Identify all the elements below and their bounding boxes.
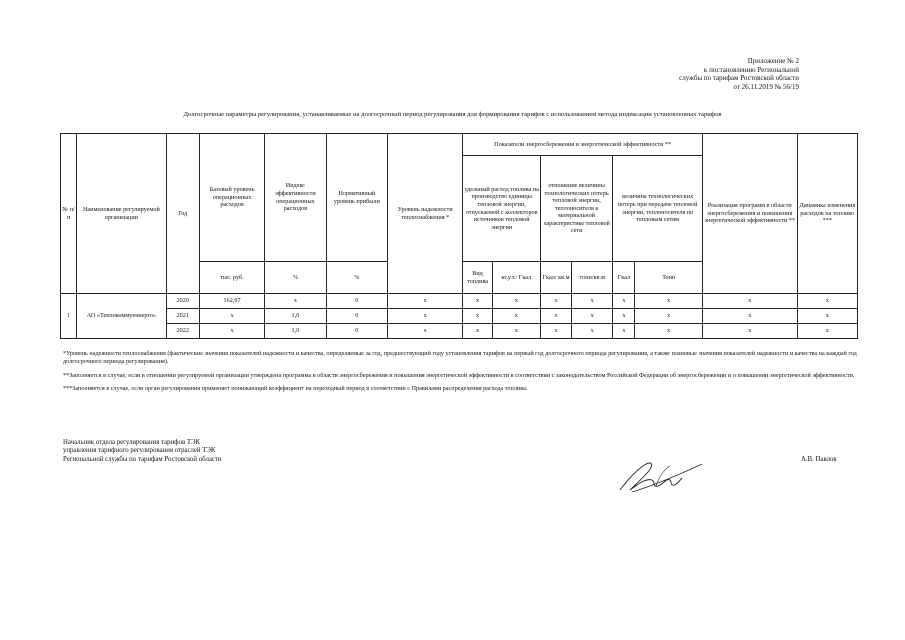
header-num: № п/п bbox=[61, 134, 77, 294]
header-energy-group: Показатели энергосбережения и энергетической эффективности ** bbox=[463, 134, 703, 156]
table-row bbox=[61, 324, 858, 339]
cell-prog: х bbox=[702, 309, 797, 324]
cell-c4: х bbox=[572, 309, 613, 324]
cell-dyn: х bbox=[797, 324, 857, 339]
cell-year: 2022 bbox=[166, 324, 199, 339]
cell-c1: х bbox=[463, 324, 492, 339]
signatory-position bbox=[63, 439, 222, 464]
header-efficiency-index: Индекс эффективности операционных расходов bbox=[265, 134, 326, 262]
cell-rel: х bbox=[387, 294, 462, 309]
position-line: Региональной службы по тарифам Ростовской области bbox=[63, 455, 222, 463]
unit-tech-2: Тонн bbox=[635, 262, 702, 294]
unit-base-level: тыс. руб. bbox=[199, 262, 264, 294]
cell-c6: х bbox=[635, 294, 702, 309]
cell-prog: х bbox=[702, 324, 797, 339]
appendix-block bbox=[679, 57, 799, 91]
cell-c3: х bbox=[540, 309, 571, 324]
header-specific-fuel: удельный расход топлива на производство единицы тепловой энергии, отпускаемой с коллекторов источников тепловой энергии bbox=[463, 156, 540, 262]
appendix-line: Приложение № 2 bbox=[747, 57, 799, 65]
cell-c5: х bbox=[613, 309, 635, 324]
unit-fuel: кг.у.т./ Гкал bbox=[492, 262, 540, 294]
header-org: Наименование регулируемой организации bbox=[77, 134, 167, 294]
footnotes bbox=[63, 350, 858, 399]
cell-idx: 1,0 bbox=[265, 309, 326, 324]
unit-loss-1: Гкал/ кв.м bbox=[540, 262, 571, 294]
cell-c1: х bbox=[463, 309, 492, 324]
cell-c5: х bbox=[613, 324, 635, 339]
cell-profit: 0 bbox=[326, 324, 387, 339]
cell-c2: х bbox=[492, 309, 540, 324]
cell-c3: х bbox=[540, 294, 571, 309]
cell-c1: х bbox=[463, 294, 492, 309]
header-fuel-dynamics: Динамика изменения расходов на топливо *** bbox=[797, 134, 857, 294]
row-num: 1 bbox=[61, 294, 77, 339]
header-loss-ratio: отношение величины технологических потерь тепловой энергии, теплоносителя к материальной характеристике тепловой сети bbox=[540, 156, 612, 262]
cell-idx: х bbox=[265, 294, 326, 309]
cell-c3: х bbox=[540, 324, 571, 339]
unit-loss-2: тонн/кв.м bbox=[572, 262, 613, 294]
cell-base: х bbox=[199, 309, 264, 324]
cell-c4: х bbox=[572, 294, 613, 309]
unit-fuel-type: Вид топлива bbox=[463, 262, 492, 294]
cell-prog: х bbox=[702, 294, 797, 309]
footnote: ***Заполняется в случае, если орган регулирования применяет понижающий коэффициент на переходный период в соответствии с Правилами распределения расхода топлива. bbox=[63, 385, 528, 393]
footnote: *Уровень надежности теплоснабжения (фактические значения показателей надежности и качества, определяемые за год, предшествующий году установления тарифов на первый год долгосрочного периода регулирования, а также плановые значения показателей надежности и качества на каждый год долгосрочного периода регулирования). bbox=[63, 350, 857, 366]
cell-dyn: х bbox=[797, 309, 857, 324]
cell-rel: х bbox=[387, 324, 462, 339]
appendix-line: к постановлению Региональной bbox=[703, 65, 799, 74]
header-program: Реализация программ в области энергосбережения и повышения энергетической эффективности ** bbox=[702, 134, 797, 294]
cell-base: х bbox=[199, 324, 264, 339]
cell-c2: х bbox=[492, 324, 540, 339]
appendix-line: службы по тарифам Ростовской области bbox=[679, 74, 799, 83]
header-reliability: Уровень надежности теплоснабжения * bbox=[387, 134, 462, 294]
cell-profit: 0 bbox=[326, 309, 387, 324]
cell-c6: х bbox=[635, 324, 702, 339]
row-org: АО «Теплокоммунэнерго» bbox=[77, 294, 167, 339]
unit-efficiency-index: % bbox=[265, 262, 326, 294]
signatory-name: А.В. Павлов bbox=[801, 456, 837, 463]
handwritten-signature bbox=[612, 456, 712, 496]
cell-c2: х bbox=[492, 294, 540, 309]
cell-dyn: х bbox=[797, 294, 857, 309]
cell-year: 2020 bbox=[166, 294, 199, 309]
cell-c5: х bbox=[613, 294, 635, 309]
cell-c4: х bbox=[572, 324, 613, 339]
footnote: **Заполняется в случае, если в отношении регулируемой организации утверждена программа в области энергосбережения и повышения энергетической эффективности в соответствии с законодательством Российской Федерации об энергосбережении и о повышении энергетической эффективности. bbox=[63, 371, 855, 379]
cell-base: 162,97 bbox=[199, 294, 264, 309]
appendix-line: от 26.11.2019 № 56/19 bbox=[733, 82, 799, 91]
parameters-table bbox=[60, 133, 858, 339]
header-base-level: Базовый уровень операционных расходов bbox=[199, 134, 264, 262]
table-row bbox=[61, 309, 858, 324]
header-tech-losses: величина технологических потерь при передаче тепловой энергии, теплоносителя по тепловым сетям bbox=[613, 156, 703, 262]
position-line: управления тарифного регулирования отраслей ТЭК bbox=[63, 447, 216, 455]
header-profit-level: Нормативный уровень прибыли bbox=[326, 134, 387, 262]
unit-tech-1: Гкал bbox=[613, 262, 635, 294]
cell-profit: 0 bbox=[326, 294, 387, 309]
cell-rel: х bbox=[387, 309, 462, 324]
cell-idx: 1,0 bbox=[265, 324, 326, 339]
cell-year: 2021 bbox=[166, 309, 199, 324]
header-year: Год bbox=[166, 134, 199, 294]
table-row bbox=[61, 294, 858, 309]
document-title: Долгосрочные параметры регулирования, устанавливаемые на долгосрочный период регулирования для формирования тарифов с использованием метода индексации установленных тарифов bbox=[183, 111, 722, 118]
position-line: Начальник отдела регулирования тарифов ТЭК bbox=[63, 439, 201, 446]
cell-c6: х bbox=[635, 309, 702, 324]
unit-profit-level: % bbox=[326, 262, 387, 294]
